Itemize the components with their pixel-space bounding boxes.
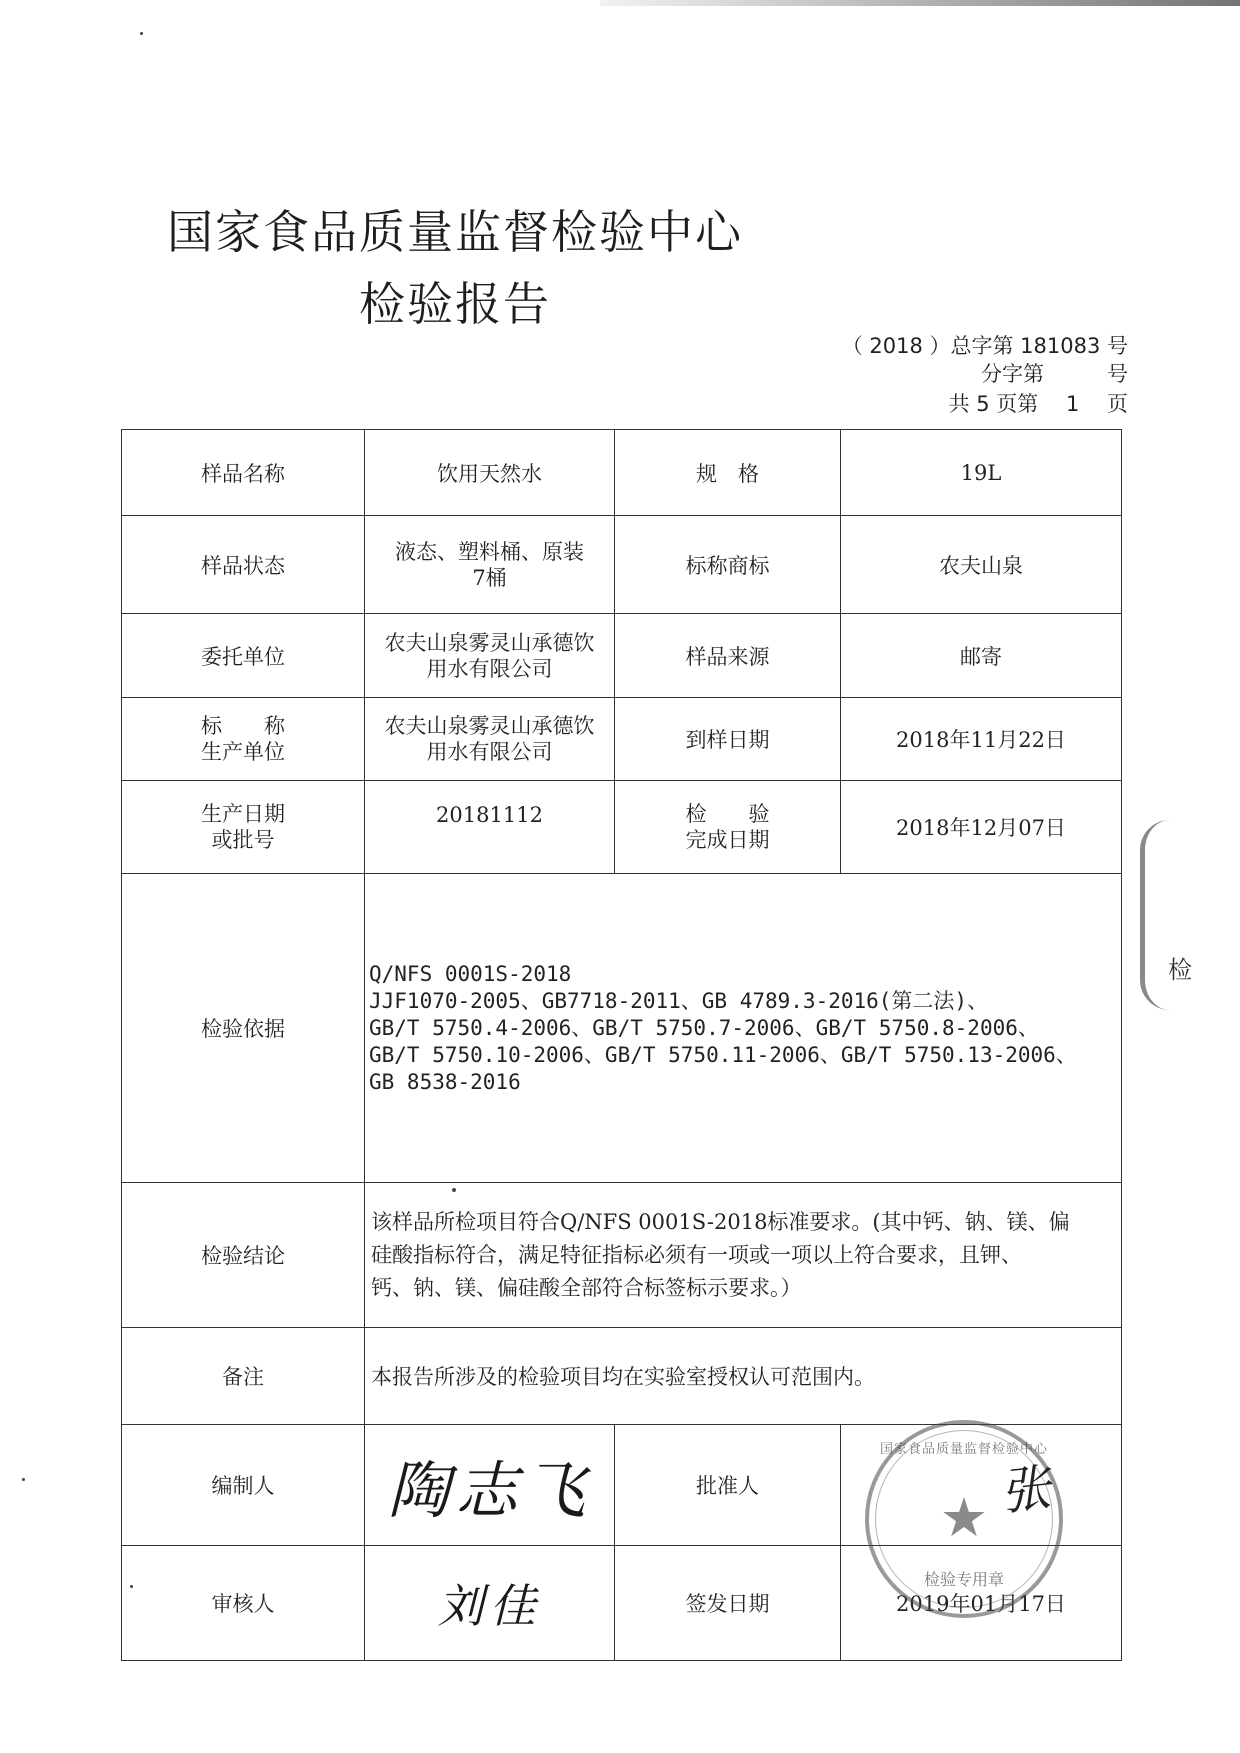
report-total-number: （ 2018 ）总字第 181083 号 xyxy=(841,334,1128,358)
table-row xyxy=(122,614,1122,698)
basis-label: 检验依据 xyxy=(122,874,365,1183)
issue-date-value: 2019年01月17日 xyxy=(841,1546,1122,1661)
client-label: 委托单位 xyxy=(122,614,365,698)
remarks-value: 本报告所涉及的检验项目均在实验室授权认可范围内。 xyxy=(365,1328,1122,1425)
brand-label: 标称商标 xyxy=(615,516,841,614)
conclusion-label: 检验结论 xyxy=(122,1183,365,1328)
sample-source-label: 样品来源 xyxy=(615,614,841,698)
table-row xyxy=(122,781,1122,874)
brand-value: 农夫山泉 xyxy=(841,516,1122,614)
table-row xyxy=(122,516,1122,614)
sample-state-value xyxy=(365,516,615,614)
client-value xyxy=(365,614,615,698)
scan-edge xyxy=(600,0,1240,6)
page-indicator: 共 5 页第 1 页 xyxy=(948,392,1128,416)
table-row xyxy=(122,1328,1122,1425)
sample-state-line2: 7桶 xyxy=(472,565,507,590)
spec-value: 19L xyxy=(841,430,1122,516)
prod-date-label xyxy=(122,781,365,874)
producer-line2: 用水有限公司 xyxy=(426,740,553,764)
remarks-label: 备注 xyxy=(122,1328,365,1425)
approver-label: 批准人 xyxy=(615,1425,841,1546)
producer-label-line2: 生产单位 xyxy=(201,740,285,764)
scan-speck xyxy=(130,1585,133,1588)
basis-line: JJF1070-2005、GB7718-2011、GB 4789.3-2016(第二法)、 xyxy=(369,988,989,1013)
scan-speck xyxy=(140,32,143,35)
basis-line: GB 8538-2016 xyxy=(369,1069,521,1094)
reviewer-signature-cell xyxy=(365,1546,615,1661)
conclusion-line: 该样品所检项目符合Q/NFS 0001S-2018标准要求。(其中钙、钠、镁、偏 xyxy=(371,1209,1070,1234)
table-row xyxy=(122,1183,1122,1328)
scan-speck xyxy=(452,1188,456,1192)
seal-star-icon: ★ xyxy=(939,1486,989,1549)
producer-label xyxy=(122,698,365,781)
approver-signature: 张 xyxy=(997,1458,1054,1522)
conclusion-line: 钙、钠、镁、偏硅酸全部符合标签标示要求。） xyxy=(371,1275,802,1300)
side-seal-text: 检 xyxy=(1168,956,1192,984)
producer-value xyxy=(365,698,615,781)
prod-date-value: 20181112 xyxy=(365,781,615,874)
org-title: 国家食品质量监督检验中心 xyxy=(167,205,743,259)
compiler-signature: 陶志飞 xyxy=(387,1453,592,1527)
report-sub-number: 分字第 号 xyxy=(981,362,1128,386)
arrival-date-label: 到样日期 xyxy=(615,698,841,781)
table-row xyxy=(122,430,1122,516)
scan-speck xyxy=(22,1478,25,1481)
conclusion-line: 硅酸指标符合，满足特征指标必须有一项或一项以上符合要求，且钾、 xyxy=(371,1242,1022,1267)
conclusion-value xyxy=(365,1183,1122,1328)
reviewer-label: 审核人 xyxy=(122,1546,365,1661)
producer-label-line1: 标 称 xyxy=(201,714,285,738)
sample-source-value: 邮寄 xyxy=(841,614,1122,698)
spec-label: 规 格 xyxy=(615,430,841,516)
report-title: 检验报告 xyxy=(359,277,551,331)
basis-line: Q/NFS 0001S-2018 xyxy=(369,961,572,986)
client-line2: 用水有限公司 xyxy=(426,656,553,681)
complete-date-value: 2018年12月07日 xyxy=(841,781,1122,874)
seal-subtitle: 检验专用章 xyxy=(923,1570,1004,1589)
compiler-label: 编制人 xyxy=(122,1425,365,1546)
prod-date-label-line2: 或批号 xyxy=(211,828,275,852)
client-line1: 农夫山泉雾灵山承德饮 xyxy=(384,630,595,655)
sample-state-line1: 液态、塑料桶、原装 xyxy=(395,539,584,564)
sample-state-label: 样品状态 xyxy=(122,516,365,614)
prod-date-label-line1: 生产日期 xyxy=(201,802,285,826)
arrival-date-value: 2018年11月22日 xyxy=(841,698,1122,781)
producer-line1: 农夫山泉雾灵山承德饮 xyxy=(384,714,595,738)
issue-date-label: 签发日期 xyxy=(615,1546,841,1661)
seal-org-name: 国家食品质量监督检验中心 xyxy=(879,1442,1048,1457)
basis-value xyxy=(365,874,1122,1183)
sample-name-value: 饮用天然水 xyxy=(365,430,615,516)
complete-date-label-line1: 检 验 xyxy=(685,802,770,826)
complete-date-label-line2: 完成日期 xyxy=(685,828,770,852)
basis-line: GB/T 5750.4-2006、GB/T 5750.7-2006、GB/T 5750.8-2006、 xyxy=(369,1015,1039,1040)
compiler-signature-cell xyxy=(365,1425,615,1546)
sample-name-label: 样品名称 xyxy=(122,430,365,516)
complete-date-label xyxy=(615,781,841,874)
table-row xyxy=(122,698,1122,781)
basis-line: GB/T 5750.10-2006、GB/T 5750.11-2006、GB/T 5750.13-2006、 xyxy=(369,1042,1077,1067)
reviewer-signature: 刘佳 xyxy=(437,1579,542,1633)
table-row xyxy=(122,874,1122,1183)
